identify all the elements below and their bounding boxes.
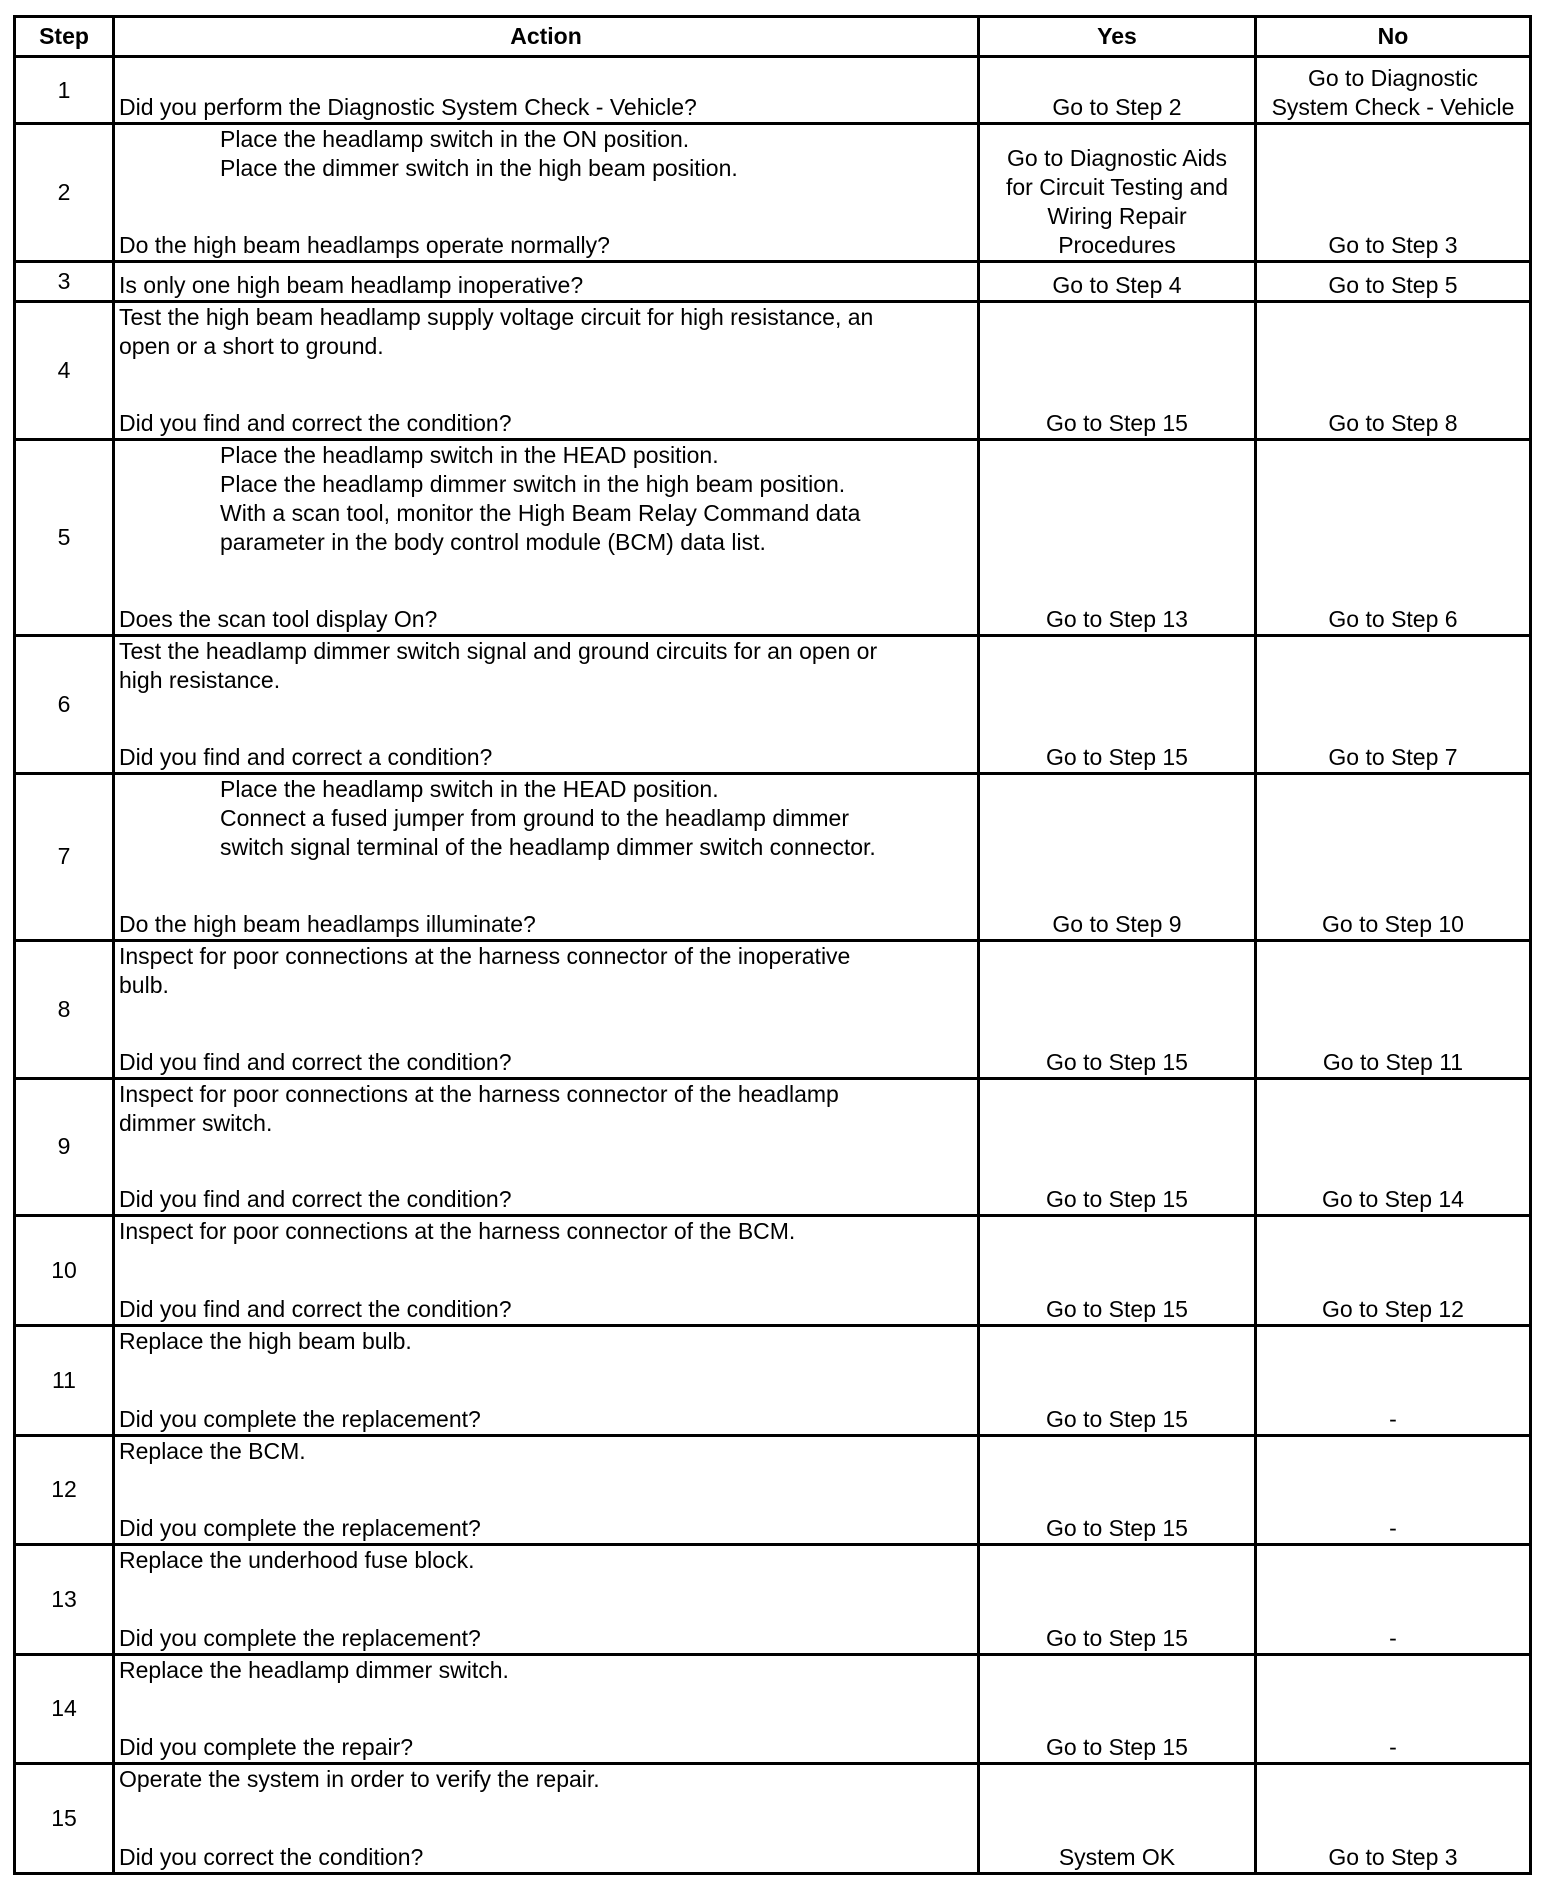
action-content: [119, 942, 973, 1077]
yes-result-line: Go to Step 15: [1046, 1624, 1188, 1651]
action-instructions: [119, 775, 973, 862]
table-row: [15, 1654, 1531, 1764]
action-cell: [114, 440, 979, 636]
action-question: Do the high beam headlamps operate normally?: [119, 232, 610, 259]
yes-result-line: Go to Step 4: [1052, 272, 1182, 299]
yes-result-line: Go to Step 15: [1046, 1515, 1188, 1542]
instruction-line: Operate the system in order to verify the repair.: [119, 1766, 600, 1793]
instruction-line: Place the headlamp switch in the HEAD position.: [220, 442, 719, 469]
no-result-line: Go to Step 14: [1322, 1186, 1464, 1213]
no-result-line: Go to Diagnostic: [1307, 65, 1479, 92]
no-result: [1256, 262, 1531, 302]
yes-result-line: Go to Step 15: [1046, 1048, 1188, 1075]
action-question: Did you perform the Diagnostic System Check - Vehicle?: [119, 94, 697, 121]
action-cell: [114, 57, 979, 124]
no-result-line: Go to Step 8: [1328, 410, 1458, 437]
table-body: [15, 57, 1531, 1874]
step-number: 12: [15, 1435, 114, 1545]
instruction-line: Replace the BCM.: [119, 1437, 306, 1464]
yes-result: [979, 1764, 1256, 1874]
yes-result: [979, 636, 1256, 774]
no-result: [1256, 302, 1531, 440]
action-content: [119, 637, 973, 772]
yes-result: [979, 302, 1256, 440]
action-cell: [114, 1654, 979, 1764]
header-no: No: [1256, 17, 1531, 57]
yes-result-line: Go to Step 2: [1052, 94, 1182, 121]
table-row: [15, 940, 1531, 1078]
action-instructions: [119, 942, 973, 1000]
yes-result: [979, 440, 1256, 636]
instruction-line: high resistance.: [119, 667, 281, 694]
instruction-line: bulb.: [119, 971, 169, 998]
no-result-line: Go to Step 11: [1322, 1048, 1464, 1075]
no-result: [1256, 1078, 1531, 1216]
no-result: [1256, 636, 1531, 774]
step-number: 3: [15, 262, 114, 302]
action-content: [119, 441, 973, 634]
no-result-line: -: [1389, 1405, 1397, 1432]
action-instructions: [119, 441, 973, 557]
no-result-line: Go to Step 12: [1322, 1295, 1464, 1322]
action-content: [119, 1656, 973, 1763]
no-result-line: -: [1389, 1515, 1397, 1542]
yes-result: [979, 1654, 1256, 1764]
table-row: [15, 636, 1531, 774]
header-yes: Yes: [979, 17, 1256, 57]
no-result: [1256, 1654, 1531, 1764]
table-row: [15, 1545, 1531, 1655]
step-number: 6: [15, 636, 114, 774]
action-cell: [114, 262, 979, 302]
action-content: [119, 1546, 973, 1653]
yes-result: [979, 124, 1256, 262]
action-cell: [114, 773, 979, 940]
action-cell: [114, 1216, 979, 1326]
action-content: [119, 303, 973, 438]
header-action: Action: [114, 17, 979, 57]
action-cell: [114, 1545, 979, 1655]
no-result: [1256, 773, 1531, 940]
no-result-line: Go to Step 7: [1328, 743, 1458, 770]
no-result-line: Go to Step 3: [1328, 232, 1458, 259]
action-question: Did you find and correct a condition?: [119, 743, 493, 770]
action-question: Did you complete the replacement?: [119, 1624, 481, 1651]
instruction-line: Place the headlamp switch in the HEAD position.: [220, 775, 719, 802]
yes-result-line: Go to Step 13: [1046, 606, 1188, 633]
step-number: 2: [15, 124, 114, 262]
step-number: 11: [15, 1325, 114, 1435]
instruction-line: Replace the high beam bulb.: [119, 1327, 412, 1354]
action-question: Did you complete the repair?: [119, 1734, 414, 1761]
step-number: 10: [15, 1216, 114, 1326]
no-result-line: Go to Step 10: [1322, 910, 1464, 937]
table-row: [15, 1435, 1531, 1545]
step-number: 1: [15, 57, 114, 124]
yes-result-line: Go to Step 15: [1046, 410, 1188, 437]
action-instructions: [119, 637, 973, 695]
action-instructions: [119, 1217, 973, 1246]
step-number: 7: [15, 773, 114, 940]
action-question: Did you find and correct the condition?: [119, 1048, 512, 1075]
no-result: [1256, 1545, 1531, 1655]
table-row: [15, 1216, 1531, 1326]
yes-result: [979, 1216, 1256, 1326]
action-question: Did you find and correct the condition?: [119, 1295, 512, 1322]
action-cell: [114, 1078, 979, 1216]
table-row: [15, 773, 1531, 940]
no-result-line: System Check - Vehicle: [1271, 94, 1515, 121]
yes-result: [979, 1325, 1256, 1435]
step-number: 8: [15, 940, 114, 1078]
table-row: [15, 1078, 1531, 1216]
instruction-line: Connect a fused jumper from ground to the headlamp dimmer: [220, 804, 849, 831]
action-question: Did you correct the condition?: [119, 1844, 424, 1870]
yes-result-line: Procedures: [1058, 232, 1176, 259]
yes-result: [979, 1545, 1256, 1655]
instruction-line: Place the dimmer switch in the high beam position.: [220, 155, 738, 182]
yes-result-line: Go to Step 15: [1046, 1295, 1188, 1322]
action-instructions: [119, 1656, 973, 1685]
action-question: Does the scan tool display On?: [119, 606, 438, 633]
action-content: [119, 1217, 973, 1324]
action-cell: [114, 124, 979, 262]
action-question: Did you find and correct the condition?: [119, 1186, 512, 1213]
no-result: [1256, 1764, 1531, 1874]
diagnostic-table: [13, 15, 1532, 1875]
instruction-line: Replace the headlamp dimmer switch.: [119, 1656, 509, 1683]
action-instructions: [119, 125, 973, 183]
yes-result-line: Go to Step 15: [1046, 1734, 1188, 1761]
action-instructions: [119, 1327, 973, 1356]
instruction-line: Replace the underhood fuse block.: [119, 1547, 475, 1574]
step-number: 15: [15, 1764, 114, 1874]
step-number: 13: [15, 1545, 114, 1655]
action-instructions: [119, 1080, 973, 1138]
no-result: [1256, 440, 1531, 636]
action-cell: [114, 1325, 979, 1435]
action-content: [119, 1437, 973, 1544]
action-question: Did you complete the replacement?: [119, 1515, 481, 1542]
table-row: [15, 440, 1531, 636]
table-row: [15, 124, 1531, 262]
yes-result-line: Go to Step 15: [1046, 1405, 1188, 1432]
table-row: [15, 1325, 1531, 1435]
table-row: [15, 57, 1531, 124]
action-cell: [114, 1764, 979, 1874]
step-number: 14: [15, 1654, 114, 1764]
yes-result: [979, 1435, 1256, 1545]
yes-result-line: Wiring Repair: [1047, 203, 1187, 230]
table-row: [15, 262, 1531, 302]
action-content: [119, 775, 973, 939]
yes-result-line: Go to Diagnostic Aids: [1007, 145, 1227, 172]
action-content: [119, 125, 973, 260]
action-cell: [114, 636, 979, 774]
step-number: 5: [15, 440, 114, 636]
instruction-line: open or a short to ground.: [119, 333, 384, 360]
header-step: Step: [15, 17, 114, 57]
no-result-line: -: [1389, 1624, 1397, 1651]
instruction-line: With a scan tool, monitor the High Beam Relay Command data: [220, 500, 861, 527]
action-cell: [114, 302, 979, 440]
yes-result: [979, 262, 1256, 302]
yes-result-line: for Circuit Testing and: [1005, 174, 1228, 201]
no-result-line: Go to Step 3: [1328, 1844, 1458, 1870]
yes-result-line: Go to Step 15: [1046, 1186, 1188, 1213]
instruction-line: Test the high beam headlamp supply voltage circuit for high resistance, an: [119, 304, 874, 331]
action-content: [119, 58, 973, 122]
action-question: Is only one high beam headlamp inoperative?: [119, 272, 584, 299]
step-number: 4: [15, 302, 114, 440]
action-content: [119, 1765, 973, 1872]
yes-result-line: System OK: [1058, 1844, 1176, 1870]
instruction-line: parameter in the body control module (BCM) data list.: [220, 529, 766, 556]
action-content: [119, 1080, 973, 1215]
action-content: [119, 1327, 973, 1434]
instruction-line: Inspect for poor connections at the harness connector of the BCM.: [119, 1218, 796, 1245]
no-result: [1256, 1325, 1531, 1435]
table-row: [15, 302, 1531, 440]
yes-result: [979, 940, 1256, 1078]
no-result: [1256, 57, 1531, 124]
action-instructions: [119, 1546, 973, 1575]
yes-result-line: Go to Step 9: [1052, 910, 1182, 937]
instruction-line: Place the headlamp dimmer switch in the high beam position.: [220, 471, 846, 498]
no-result: [1256, 1435, 1531, 1545]
action-question: Did you find and correct the condition?: [119, 410, 512, 437]
no-result-line: Go to Step 6: [1328, 606, 1458, 633]
action-content: [119, 263, 973, 300]
no-result-line: Go to Step 5: [1328, 272, 1458, 299]
action-instructions: [119, 1765, 973, 1794]
yes-result-line: Go to Step 15: [1046, 743, 1188, 770]
instruction-line: switch signal terminal of the headlamp dimmer switch connector.: [220, 833, 876, 860]
yes-result: [979, 57, 1256, 124]
instruction-line: Test the headlamp dimmer switch signal and ground circuits for an open or: [119, 638, 878, 665]
action-instructions: [119, 303, 973, 361]
action-cell: [114, 1435, 979, 1545]
no-result: [1256, 940, 1531, 1078]
instruction-line: Inspect for poor connections at the harness connector of the inoperative: [119, 942, 851, 969]
header-row: [15, 17, 1531, 57]
action-question: Do the high beam headlamps illuminate?: [119, 910, 536, 937]
yes-result: [979, 773, 1256, 940]
no-result: [1256, 1216, 1531, 1326]
step-number: 9: [15, 1078, 114, 1216]
no-result: [1256, 124, 1531, 262]
table-row: [15, 1764, 1531, 1874]
action-cell: [114, 940, 979, 1078]
action-instructions: [119, 1437, 973, 1466]
instruction-line: Inspect for poor connections at the harness connector of the headlamp: [119, 1080, 839, 1107]
yes-result: [979, 1078, 1256, 1216]
action-question: Did you complete the replacement?: [119, 1405, 481, 1432]
instruction-line: Place the headlamp switch in the ON position.: [220, 126, 690, 153]
no-result-line: -: [1389, 1734, 1397, 1761]
instruction-line: dimmer switch.: [119, 1109, 273, 1136]
